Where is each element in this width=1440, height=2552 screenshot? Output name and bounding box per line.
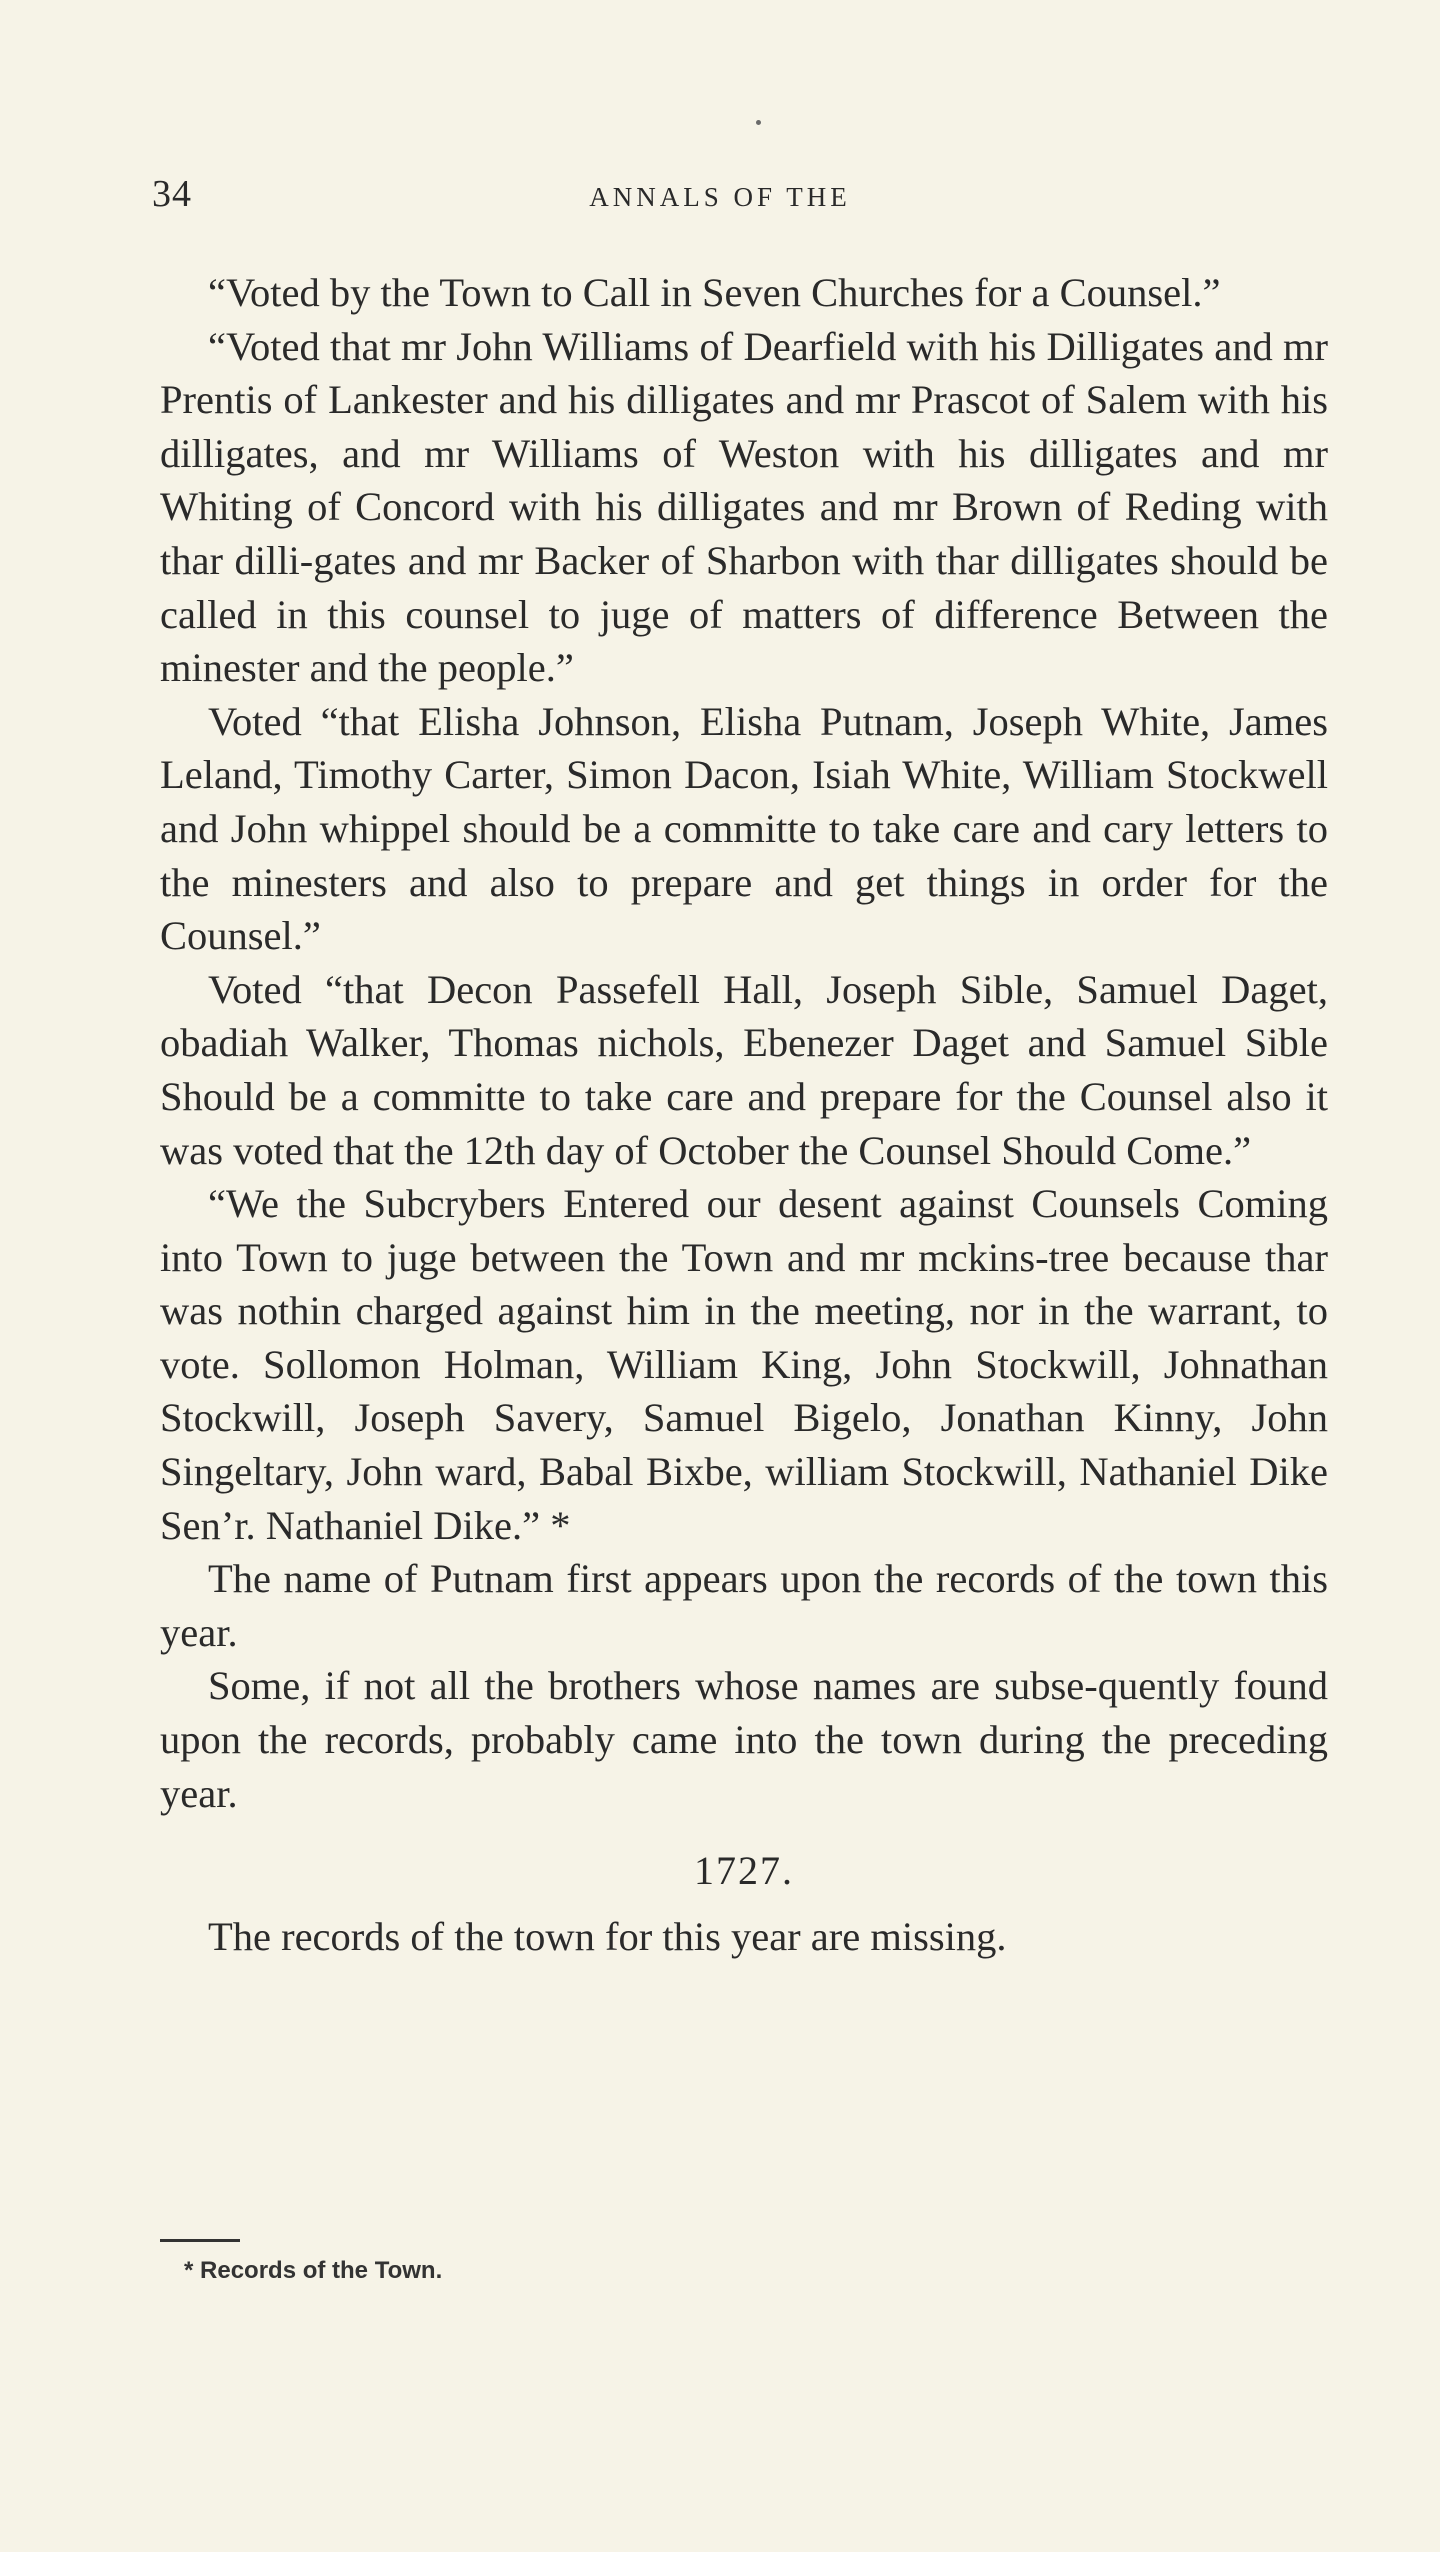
page-header (152, 172, 1288, 224)
footnote-rule (160, 2239, 240, 2242)
footnote: * Records of the Town. (184, 2257, 443, 2284)
paragraph-putnam-name: The name of Putnam first appears upon the records of the town this year. (160, 1556, 1328, 1655)
running-head: ANNALS OF THE (589, 182, 851, 212)
paragraph-brothers: Some, if not all the brothers whose names are subse-quently found upon the records, probably came into the town during the preceding year. (160, 1663, 1328, 1816)
year-heading: 1727. (694, 1848, 794, 1894)
paragraph-voted-dilligates: “Voted that mr John Williams of Dearfield with his Dilligates and mr Prentis of Lankester and his dilligates and mr Prascot of Salem with his dilligates, and mr Williams of Weston with his dilligates and mr Whiting of Concord with his dilligates and mr Brown of Reding with thar dilli-gates and mr Backer of Sharbon with thar dilligates should be called in this counsel to juge of matters of difference Between the minester and the people.” (160, 323, 1328, 691)
paragraph-subcrybers-desent: “We the Subcrybers Entered our desent against Counsels Coming into Town to juge between the Town and mr mckins-tree because thar was nothin charged against him in the meeting, nor in the warrant, to vote. Sollomon Holman, William King, John Stockwill, Johnathan Stockwill, Joseph Savery, Samuel Bigelo, Jonathan Kinny, John Singeltary, John ward, Babal Bixbe, william Stockwill, Nathaniel Dike Sen’r. Nathaniel Dike.” * (160, 1181, 1328, 1548)
paragraph-voted-committe-prepare: Voted “that Decon Passefell Hall, Joseph Sible, Samuel Daget, obadiah Walker, Thomas nichols, Ebenezer Daget and Samuel Sible Should be a committe to take care and prepare for the Counsel also it was voted that the 12th day of October the Counsel Should Come.” (160, 966, 1328, 1173)
paragraph-records-missing: The records of the town for this year are missing. (208, 1913, 1007, 1959)
paragraph-voted-committe-letters: Voted “that Elisha Johnson, Elisha Putnam, Joseph White, James Leland, Timothy Carter, Simon Dacon, Isiah White, William Stockwell and John whippel should be a committe to take care and cary letters to the minesters and also to prepare and get things in order for the Counsel.” (160, 698, 1328, 959)
print-speck (756, 120, 761, 125)
paragraph-voted-churches: “Voted by the Town to Call in Seven Churches for a Counsel.” (208, 270, 1221, 315)
body-text (160, 266, 1328, 1963)
page-number: 34 (152, 173, 192, 215)
